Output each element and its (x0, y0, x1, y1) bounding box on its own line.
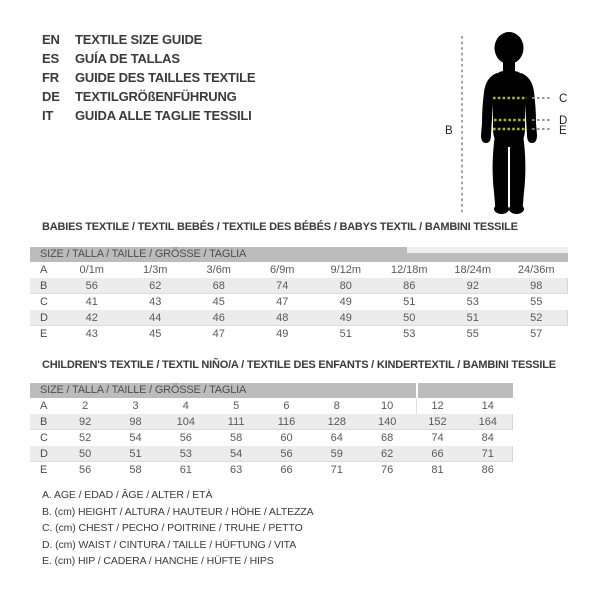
table-cell: 140 (377, 416, 397, 428)
babies-section-title: BABIES TEXTILE / TEXTIL BEBÉS / TEXTILE DES BÉBÉS / BABYS TEXTIL / BAMBINI TESSILE (42, 221, 518, 233)
table-cell: 5 (233, 400, 240, 412)
row-label: B (40, 280, 48, 292)
language-code: ES (42, 51, 59, 66)
table-cell: 18/24m (454, 264, 492, 276)
babies-size-table (30, 247, 568, 342)
table-cell: 81 (431, 464, 444, 476)
table-cell: 44 (149, 312, 162, 324)
table-cell: 128 (327, 416, 346, 428)
table-cell: 98 (530, 280, 543, 292)
table-cell: 64 (330, 432, 343, 444)
table-cell: 58 (129, 464, 142, 476)
table-cell: 3 (132, 400, 139, 412)
table-cell: 47 (276, 296, 289, 308)
table-cell: 51 (403, 296, 416, 308)
table-cell: 56 (179, 432, 192, 444)
row-label: D (40, 312, 48, 324)
height-label: B (445, 125, 453, 137)
table-cell: 52 (530, 312, 543, 324)
language-guide-title: GUÍA DE TALLAS (75, 51, 180, 66)
table-cell: 66 (431, 448, 444, 460)
table-cell: 56 (79, 464, 92, 476)
measurement-legend (42, 487, 314, 570)
table-cell: 116 (277, 416, 296, 428)
table-cell: 49 (276, 328, 289, 340)
row-label: C (40, 296, 48, 308)
table-cell: 54 (230, 448, 243, 460)
table-cell: 0/1m (79, 264, 104, 276)
table-cell: 92 (466, 280, 479, 292)
babies-size-header (30, 247, 568, 262)
table-row-a (30, 398, 513, 414)
table-cell: 14 (481, 400, 494, 412)
language-guide-title: GUIDA ALLE TAGLIE TESSILI (75, 108, 252, 123)
table-cell: 63 (230, 464, 243, 476)
table-cell: 6 (283, 400, 290, 412)
legend-line: E. (cm) HIP / CADERA / HANCHE / HÜFTE / HIPS (42, 555, 274, 567)
size-header-label: SIZE / TALLA / TAILLE / GRÖSSE / TAGLIA (40, 384, 247, 396)
table-cell: 2 (82, 400, 89, 412)
row-label: A (40, 400, 48, 412)
children-size-header (30, 383, 513, 398)
row-label: C (40, 432, 48, 444)
language-row (42, 68, 255, 87)
table-row-b (30, 278, 568, 294)
table-cell: 71 (481, 448, 494, 460)
table-cell: 86 (481, 464, 494, 476)
language-guide-title: TEXTILE SIZE GUIDE (75, 32, 203, 47)
language-row (42, 87, 255, 106)
table-cell: 3/6m (206, 264, 231, 276)
table-cell: 8 (333, 400, 340, 412)
language-title-list (42, 30, 255, 125)
table-cell: 84 (481, 432, 494, 444)
row-label: E (40, 464, 48, 476)
table-row-b (30, 414, 513, 430)
children-size-table (30, 383, 513, 478)
language-row (42, 30, 255, 49)
table-row-c (30, 294, 568, 310)
table-cell: 62 (149, 280, 162, 292)
table-cell: 80 (339, 280, 352, 292)
table-cell: 51 (466, 312, 479, 324)
table-cell: 57 (530, 328, 543, 340)
table-cell: 164 (478, 416, 497, 428)
table-cell: 152 (428, 416, 447, 428)
table-cell: 92 (79, 416, 92, 428)
table-cell: 61 (179, 464, 192, 476)
table-cell: 68 (381, 432, 394, 444)
table-cell: 51 (339, 328, 352, 340)
table-cell: 62 (381, 448, 394, 460)
table-row-d (30, 310, 568, 326)
table-row-e (30, 326, 568, 342)
table-cell: 59 (330, 448, 343, 460)
legend-line: D. (cm) WAIST / CINTURA / TAILLE / HÜFTUNG / VITA (42, 538, 297, 551)
table-cell: 54 (129, 432, 142, 444)
table-cell: 53 (403, 328, 416, 340)
size-12-column-separator (416, 398, 417, 414)
language-code: IT (42, 108, 54, 123)
row-label: D (40, 448, 48, 460)
waist-label: D (559, 115, 568, 127)
table-cell: 104 (176, 416, 195, 428)
legend-line: A. AGE / EDAD / ÂGE / ALTER / ETÀ (42, 489, 213, 501)
hip-label: E (559, 125, 567, 137)
table-cell: 56 (280, 448, 293, 460)
table-cell: 45 (212, 296, 225, 308)
table-cell: 51 (129, 448, 142, 460)
table-row-d (30, 446, 513, 462)
language-guide-title: GUIDE DES TAILLES TEXTILE (75, 70, 256, 85)
table-cell: 41 (85, 296, 98, 308)
language-guide-title: TEXTILGRÖßENFÜHRUNG (75, 89, 237, 104)
table-cell: 111 (227, 416, 245, 428)
table-cell: 53 (466, 296, 479, 308)
table-cell: 4 (182, 400, 189, 412)
table-cell: 42 (85, 312, 98, 324)
table-cell: 86 (403, 280, 416, 292)
table-cell: 53 (179, 448, 192, 460)
table-cell: 50 (403, 312, 416, 324)
language-row (42, 106, 255, 125)
row-label: A (40, 264, 48, 276)
table-cell: 6/9m (270, 264, 295, 276)
table-cell: 56 (85, 280, 98, 292)
table-row-e (30, 462, 513, 478)
table-cell: 24/36m (517, 264, 555, 276)
table-cell: 46 (212, 312, 225, 324)
table-cell: 10 (381, 400, 394, 412)
table-row-c (30, 430, 513, 446)
language-code: EN (42, 32, 60, 47)
table-cell: 55 (530, 296, 543, 308)
table-cell: 74 (431, 432, 444, 444)
table-cell: 48 (276, 312, 289, 324)
size-header-label: SIZE / TALLA / TAILLE / GRÖSSE / TAGLIA (40, 248, 247, 260)
legend-line: C. (cm) CHEST / PECHO / POITRINE / TRUHE / PETTO (42, 522, 303, 534)
table-cell: 47 (212, 328, 225, 340)
table-cell: 66 (280, 464, 293, 476)
table-cell: 71 (330, 464, 343, 476)
table-cell: 50 (79, 448, 92, 460)
measurement-figure (435, 20, 580, 225)
table-cell: 60 (280, 432, 293, 444)
table-cell: 49 (339, 296, 352, 308)
row-label: B (40, 416, 48, 428)
table-cell: 68 (212, 280, 225, 292)
table-cell: 76 (381, 464, 394, 476)
row-label: E (40, 328, 48, 340)
table-cell: 45 (149, 328, 162, 340)
table-cell: 1/3m (143, 264, 168, 276)
language-code: FR (42, 70, 59, 85)
table-cell: 43 (149, 296, 162, 308)
table-cell: 12 (431, 400, 444, 412)
children-section-title: CHILDREN'S TEXTILE / TEXTIL NIÑO/A / TEXTILE DES ENFANTS / KINDERTEXTIL / BAMBINI TESSILE (42, 359, 556, 371)
table-cell: 43 (85, 328, 98, 340)
table-cell: 55 (466, 328, 479, 340)
header-highlight-strip (407, 247, 568, 253)
table-cell: 52 (79, 432, 92, 444)
table-cell: 12/18m (390, 264, 428, 276)
language-code: DE (42, 89, 60, 104)
header-column-gap (416, 383, 418, 398)
language-row (42, 49, 255, 68)
table-cell: 98 (129, 416, 142, 428)
legend-line: B. (cm) HEIGHT / ALTURA / HAUTEUR / HÖHE / ALTEZZA (42, 505, 314, 518)
child-silhouette-icon (481, 32, 537, 214)
table-cell: 9/12m (330, 264, 362, 276)
table-cell: 74 (276, 280, 289, 292)
table-cell: 58 (230, 432, 243, 444)
table-cell: 49 (339, 312, 352, 324)
table-row-a (30, 262, 568, 278)
chest-label: C (559, 93, 568, 105)
